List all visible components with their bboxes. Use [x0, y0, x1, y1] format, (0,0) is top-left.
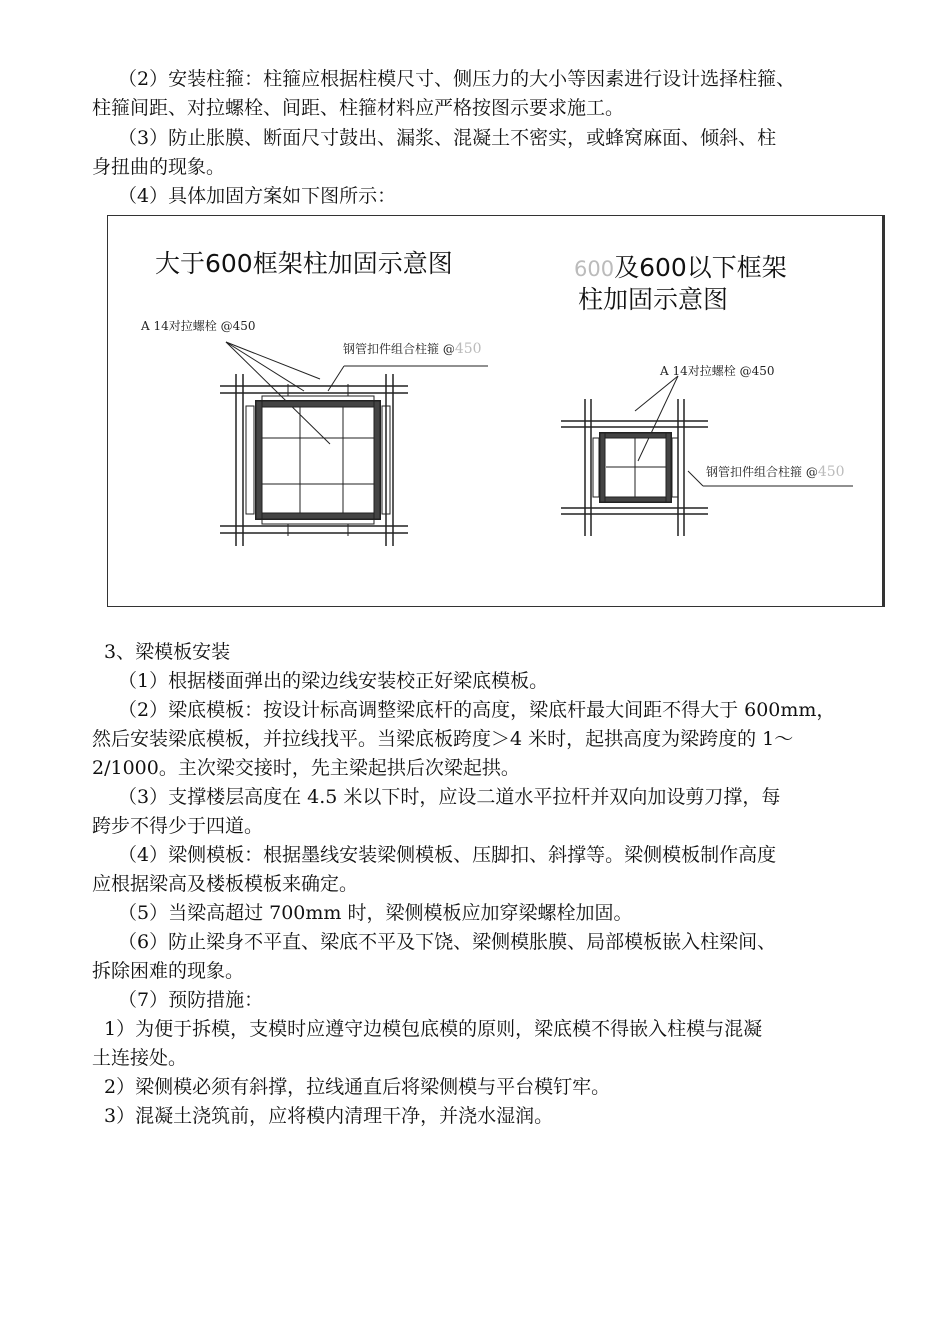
- right-column-drawing: [561, 376, 853, 536]
- paragraph-line: 2）梁侧模必须有斜撑，拉线通直后将梁侧模与平台模钉牢。: [104, 1076, 611, 1098]
- left-figure-title: 大于600框架柱加固示意图: [155, 249, 453, 278]
- paragraph-line: 土连接处。: [92, 1047, 188, 1069]
- paragraph-line: （4）具体加固方案如下图所示：: [118, 185, 397, 207]
- right-bolt-label: A 14对拉螺栓 @450: [660, 364, 775, 378]
- paragraph-line: （5）当梁高超过 700mm 时，梁侧模板应加穿梁螺栓加固。: [118, 902, 633, 924]
- left-hoop-spacing: 450: [454, 341, 482, 357]
- paragraph-line: （4）梁侧模板：根据墨线安装梁侧模板、压脚扣、斜撑等。梁侧模板制作高度: [118, 844, 777, 866]
- paragraph-line: （7）预防措施：: [118, 989, 264, 1011]
- paragraph-line: 跨步不得少于四道。: [92, 815, 264, 837]
- paragraph-line: （6）防止梁身不平直、梁底不平及下饶、梁侧模胀膜、局部模板嵌入柱梁间、: [118, 931, 777, 953]
- paragraph-line: 身扭曲的现象。: [92, 156, 226, 178]
- right-hoop-label-text: 钢管扣件组合柱箍 @: [706, 465, 818, 479]
- paragraph-line: （3）支撑楼层高度在 4.5 米以下时，应设二道水平拉杆并双向加设剪刀撑，每: [118, 786, 781, 808]
- column-reinforcement-drawing: [108, 216, 882, 606]
- left-hoop-label-text: 钢管扣件组合柱箍 @: [343, 342, 455, 356]
- paragraph-line: 然后安装梁底模板，并拉线找平。当梁底板跨度＞4 米时，起拱高度为梁跨度的 1～: [92, 728, 794, 750]
- paragraph-line: （2）梁底模板：按设计标高调整梁底杆的高度，梁底杆最大间距不得大于 600mm，: [118, 699, 836, 721]
- paragraph-line: （3）防止胀膜、断面尺寸鼓出、漏浆、混凝土不密实，或蜂窝麻面、倾斜、柱: [118, 127, 777, 149]
- paragraph-line: 2/1000。主次梁交接时，先主梁起拱后次梁起拱。: [92, 757, 520, 779]
- section-heading: 3、梁模板安装: [104, 641, 231, 663]
- right-figure-title-line2: 柱加固示意图: [578, 285, 729, 314]
- paragraph-line: （1）根据楼面弹出的梁边线安装校正好梁底模板。: [118, 670, 549, 692]
- left-bolt-label: A 14对拉螺栓 @450: [141, 319, 256, 333]
- right-title-text: 及600以下框架: [614, 253, 787, 282]
- paragraph-line: 3）混凝土浇筑前，应将模内清理干净，并浇水湿润。: [104, 1105, 554, 1127]
- right-title-faint-prefix: 600: [574, 257, 615, 281]
- paragraph-line: （2）安装柱箍：柱箍应根据柱模尺寸、侧压力的大小等因素进行设计选择柱箍、: [118, 68, 796, 90]
- paragraph-line: 1）为便于拆模，支模时应遵守边模包底模的原则，梁底模不得嵌入柱模与混凝: [104, 1018, 763, 1040]
- right-hoop-spacing: 450: [817, 464, 845, 480]
- reinforcement-figure: [107, 215, 885, 607]
- left-column-drawing: [220, 342, 488, 546]
- paragraph-line: 柱箍间距、对拉螺栓、间距、柱箍材料应严格按图示要求施工。: [92, 97, 625, 119]
- paragraph-line: 应根据梁高及楼板模板来确定。: [92, 873, 359, 895]
- paragraph-line: 拆除困难的现象。: [92, 960, 245, 982]
